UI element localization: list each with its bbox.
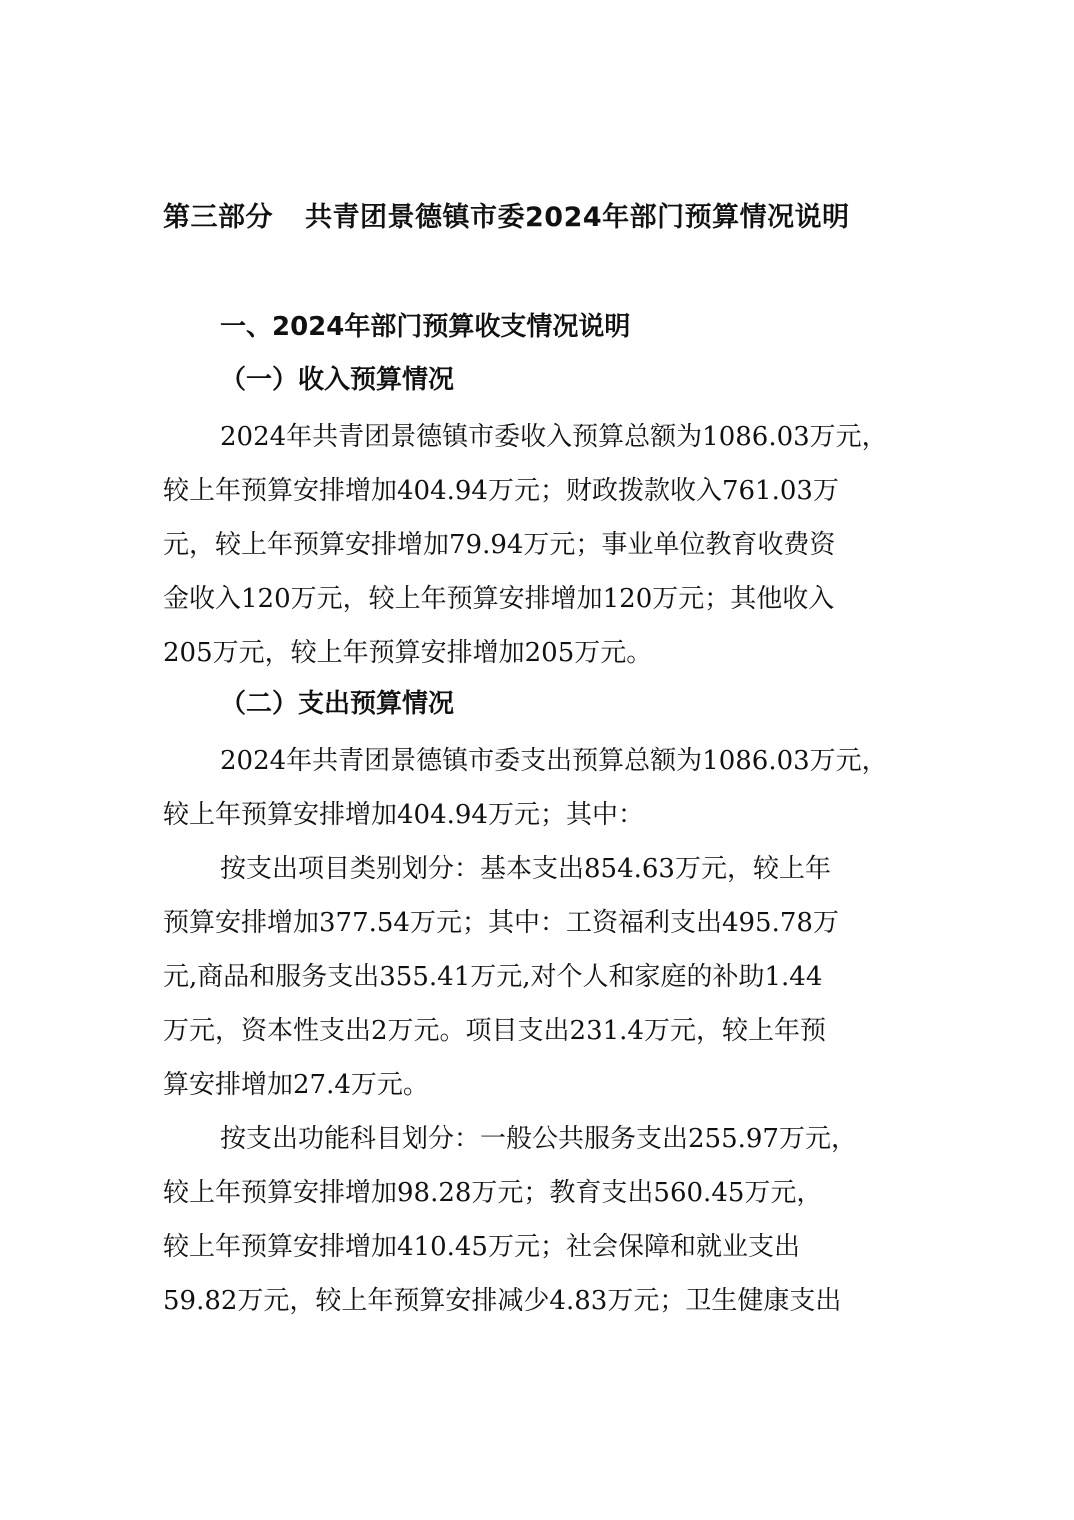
paragraph-line: 2024年共青团景德镇市委收入预算总额为1086.03万元， — [220, 422, 888, 452]
paragraph-line: 59.82万元，较上年预算安排减少4.83万元；卫生健康支出 — [163, 1286, 842, 1316]
document-title — [163, 196, 963, 240]
paragraph-line: 较上年预算安排增加410.45万元；社会保障和就业支出 — [163, 1232, 800, 1262]
paragraph-line: 较上年预算安排增加404.94万元；其中： — [163, 800, 644, 830]
paragraph-line: 元，较上年预算安排增加79.94万元；事业单位教育收费资 — [163, 530, 836, 560]
subsection-heading-expense: （二）支出预算情况 — [220, 689, 455, 719]
paragraph-line: 预算安排增加377.54万元；其中：工资福利支出495.78万 — [163, 908, 839, 938]
title-main-text: 共青团景德镇市委2024年部门预算情况说明 — [305, 202, 850, 233]
paragraph-line: 元,商品和服务支出355.41万元,对个人和家庭的补助1.44 — [163, 962, 823, 992]
section-heading-budget-overview: 一、2024年部门预算收支情况说明 — [220, 312, 631, 342]
paragraph-line: 205万元，较上年预算安排增加205万元。 — [163, 638, 653, 668]
paragraph-line: 2024年共青团景德镇市委支出预算总额为1086.03万元， — [220, 746, 888, 776]
paragraph-line: 金收入120万元，较上年预算安排增加120万元；其他收入 — [163, 584, 835, 614]
expense-by-function-paragraph — [163, 1112, 923, 1328]
paragraph-line: 按支出功能科目划分：一般公共服务支出255.97万元， — [220, 1124, 857, 1154]
paragraph-line: 较上年预算安排增加98.28万元；教育支出560.45万元， — [163, 1178, 823, 1208]
paragraph-line: 较上年预算安排增加404.94万元；财政拨款收入761.03万 — [163, 476, 839, 506]
paragraph-line: 万元，资本性支出2万元。项目支出231.4万元，较上年预 — [163, 1016, 826, 1046]
paragraph-line: 算安排增加27.4万元。 — [163, 1070, 429, 1100]
income-paragraph — [163, 410, 923, 680]
title-part-label: 第三部分 — [163, 202, 273, 233]
paragraph-line: 按支出项目类别划分：基本支出854.63万元，较上年 — [220, 854, 831, 884]
expense-by-category-paragraph — [163, 842, 923, 1112]
expense-total-paragraph — [163, 734, 923, 842]
subsection-heading-income: （一）收入预算情况 — [220, 365, 455, 395]
